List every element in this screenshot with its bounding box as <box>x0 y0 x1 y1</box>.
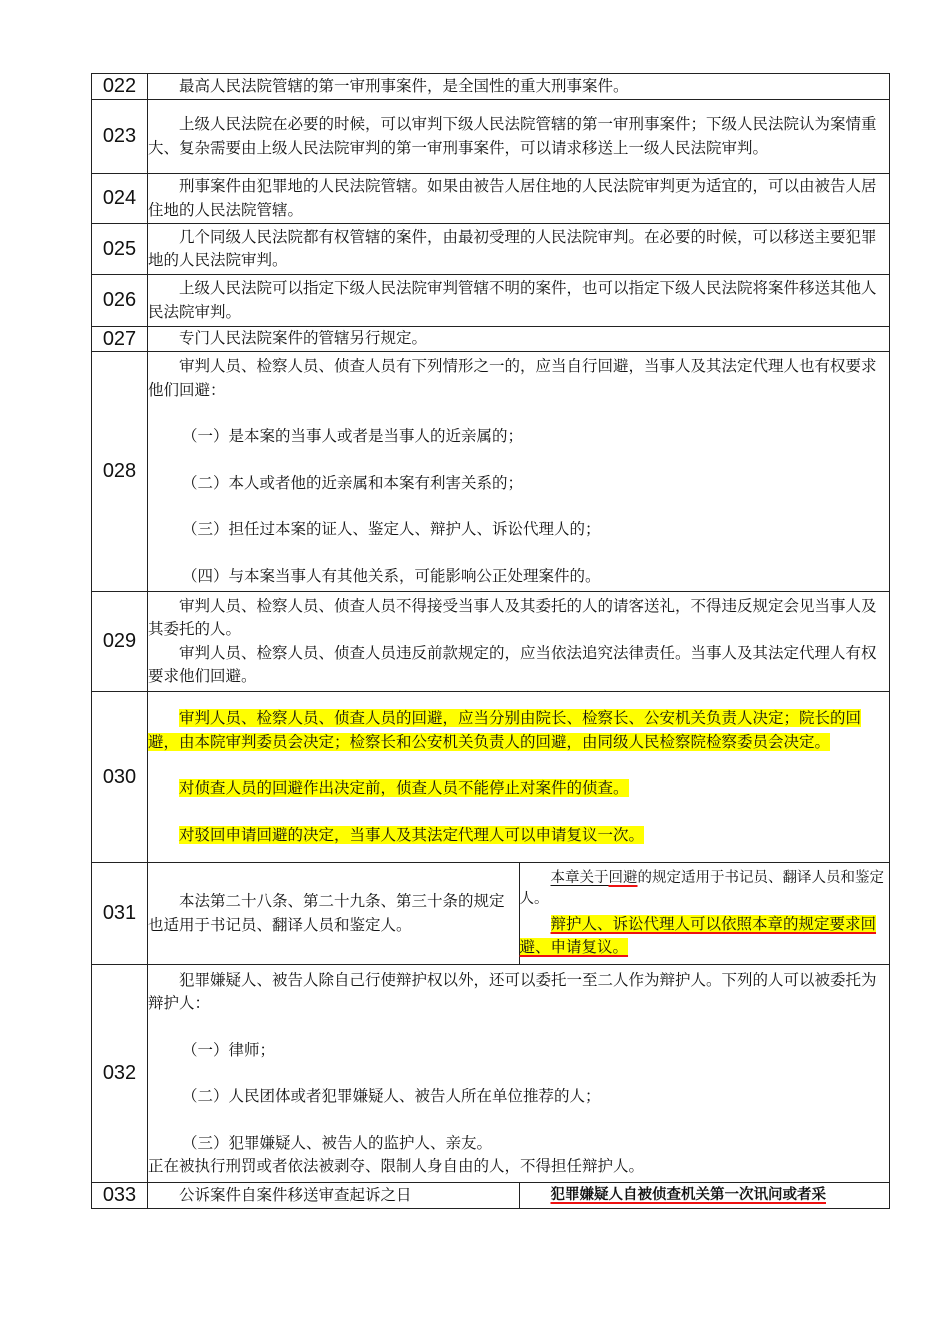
article-text <box>148 965 890 1183</box>
article-text <box>148 100 890 174</box>
compare-table <box>148 863 889 964</box>
table-row <box>92 1183 890 1209</box>
old-text <box>148 863 519 964</box>
article-text <box>148 592 890 692</box>
article-number: 030 <box>92 692 148 863</box>
list-item: （三）犯罪嫌疑人、被告人的监护人、亲友。 <box>182 1133 493 1152</box>
paragraph <box>148 777 889 801</box>
article-number: 025 <box>92 224 148 275</box>
compare-table <box>148 1183 889 1208</box>
table-row <box>92 592 890 692</box>
article-number: 031 <box>92 863 148 965</box>
article-number: 024 <box>92 174 148 224</box>
underlined-text: 本章关于 <box>550 869 609 886</box>
paragraph <box>520 913 890 960</box>
article-text <box>148 275 890 327</box>
table-row <box>92 275 890 327</box>
paragraph: 犯罪嫌疑人、被告人除自己行使辩护权以外，还可以委托一至二人作为辩护人。下列的人可以被委托为辩护人： <box>148 970 877 1012</box>
table-row <box>92 174 890 224</box>
table-row <box>92 327 890 352</box>
article-text <box>148 352 890 592</box>
highlighted-text: 对侦查人员的回避作出决定前，侦查人员不能停止对案件的侦查。 <box>179 779 629 797</box>
paragraph <box>520 868 890 911</box>
article-number: 026 <box>92 275 148 327</box>
article-text <box>148 224 890 275</box>
table-row <box>92 965 890 1183</box>
article-number: 023 <box>92 100 148 174</box>
article-text <box>148 174 890 224</box>
highlighted-text: 审判人员、检察人员、侦查人员的回避，应当分别由院长、检察长、公安机关负责人决定；院长的回避，由本院审判委员会决定；检察长和公安机关负责人的回避，由同级人民检察院检察委员会决定。 <box>148 709 862 751</box>
paragraph: 上级人民法院在必要的时候，可以审判下级人民法院管辖的第一审刑事案件；下级人民法院认为案情重大、复杂需要由上级人民法院审判的第一审刑事案件，可以请求移送上一级人民法院审判。 <box>148 115 877 157</box>
list-item: （一）是本案的当事人或者是当事人的近亲属的； <box>182 427 524 445</box>
paragraph: 刑事案件由犯罪地的人民法院管辖。如果由被告人居住地的人民法院审判更为适宜的，可以由被告人居住地的人民法院管辖。 <box>148 177 877 219</box>
new-text <box>519 863 889 964</box>
new-text <box>519 1183 889 1208</box>
list-item: （三）担任过本案的证人、鉴定人、辩护人、诉讼代理人的； <box>182 520 601 538</box>
table-row <box>92 224 890 275</box>
article-number: 022 <box>92 74 148 100</box>
highlighted-text: 辩护人、诉讼代理人可以依照本章的规定要求回避、申请复议。 <box>519 914 877 956</box>
table-row <box>92 692 890 863</box>
table-row <box>92 74 890 100</box>
plain-text: 的规定适用于书记员、翻译人员和鉴定人。 <box>519 869 884 907</box>
article-number: 028 <box>92 352 148 592</box>
paragraph <box>520 1183 890 1208</box>
table-row <box>92 352 890 592</box>
paragraph: 几个同级人民法院都有权管辖的案件，由最初受理的人民法院审判。在必要的时候，可以移送主要犯罪地的人民法院审判。 <box>148 227 877 269</box>
article-text <box>148 327 890 352</box>
article-number: 027 <box>92 327 148 352</box>
article-number: 029 <box>92 592 148 692</box>
list-item: （二）人民团体或者犯罪嫌疑人、被告人所在单位推荐的人； <box>182 1087 601 1105</box>
red-underlined-text: 犯罪嫌疑人自被侦查机关第一次讯问或者采 <box>550 1186 826 1204</box>
law-articles-table <box>91 73 890 1209</box>
table-row <box>92 100 890 174</box>
article-text <box>148 692 890 863</box>
table-row <box>92 863 890 965</box>
article-number: 032 <box>92 965 148 1183</box>
paragraph <box>148 824 889 848</box>
paragraph: 审判人员、检察人员、侦查人员违反前款规定的，应当依法追究法律责任。当事人及其法定代理人有权要求他们回避。 <box>148 643 877 685</box>
article-compare-cell <box>148 1183 890 1209</box>
list-item: （四）与本案当事人有其他关系，可能影响公正处理案件的。 <box>182 566 601 585</box>
paragraph: 最高人民法院管辖的第一审刑事案件，是全国性的重大刑事案件。 <box>179 76 629 95</box>
list-item: （二）本人或者他的近亲属和本案有利害关系的； <box>182 473 524 492</box>
highlighted-text: 对驳回申请回避的决定，当事人及其法定代理人可以申请复议一次。 <box>179 825 645 844</box>
old-text <box>148 1183 519 1208</box>
paragraph: 审判人员、检察人员、侦查人员不得接受当事人及其委托的人的请客送礼，不得违反规定会见当事人及其委托的人。 <box>148 596 877 638</box>
red-underlined-text: 回避 <box>608 869 638 886</box>
paragraph: 本法第二十八条、第二十九条、第三十条的规定也适用于书记员、翻译人员和鉴定人。 <box>148 892 505 934</box>
paragraph <box>148 707 889 754</box>
article-text <box>148 74 890 100</box>
paragraph: 公诉案件自案件移送审查起诉之日 <box>179 1185 412 1204</box>
list-item: （一）律师； <box>182 1040 276 1059</box>
paragraph: 审判人员、检察人员、侦查人员有下列情形之一的，应当自行回避，当事人及其法定代理人也有权要求他们回避： <box>148 357 877 399</box>
paragraph: 专门人民法院案件的管辖另行规定。 <box>179 329 428 348</box>
article-compare-cell <box>148 863 890 965</box>
paragraph: 上级人民法院可以指定下级人民法院审判管辖不明的案件，也可以指定下级人民法院将案件移送其他人民法院审判。 <box>148 279 877 321</box>
paragraph: 正在被执行刑罚或者依法被剥夺、限制人身自由的人，不得担任辩护人。 <box>148 1157 645 1175</box>
article-number: 033 <box>92 1183 148 1209</box>
